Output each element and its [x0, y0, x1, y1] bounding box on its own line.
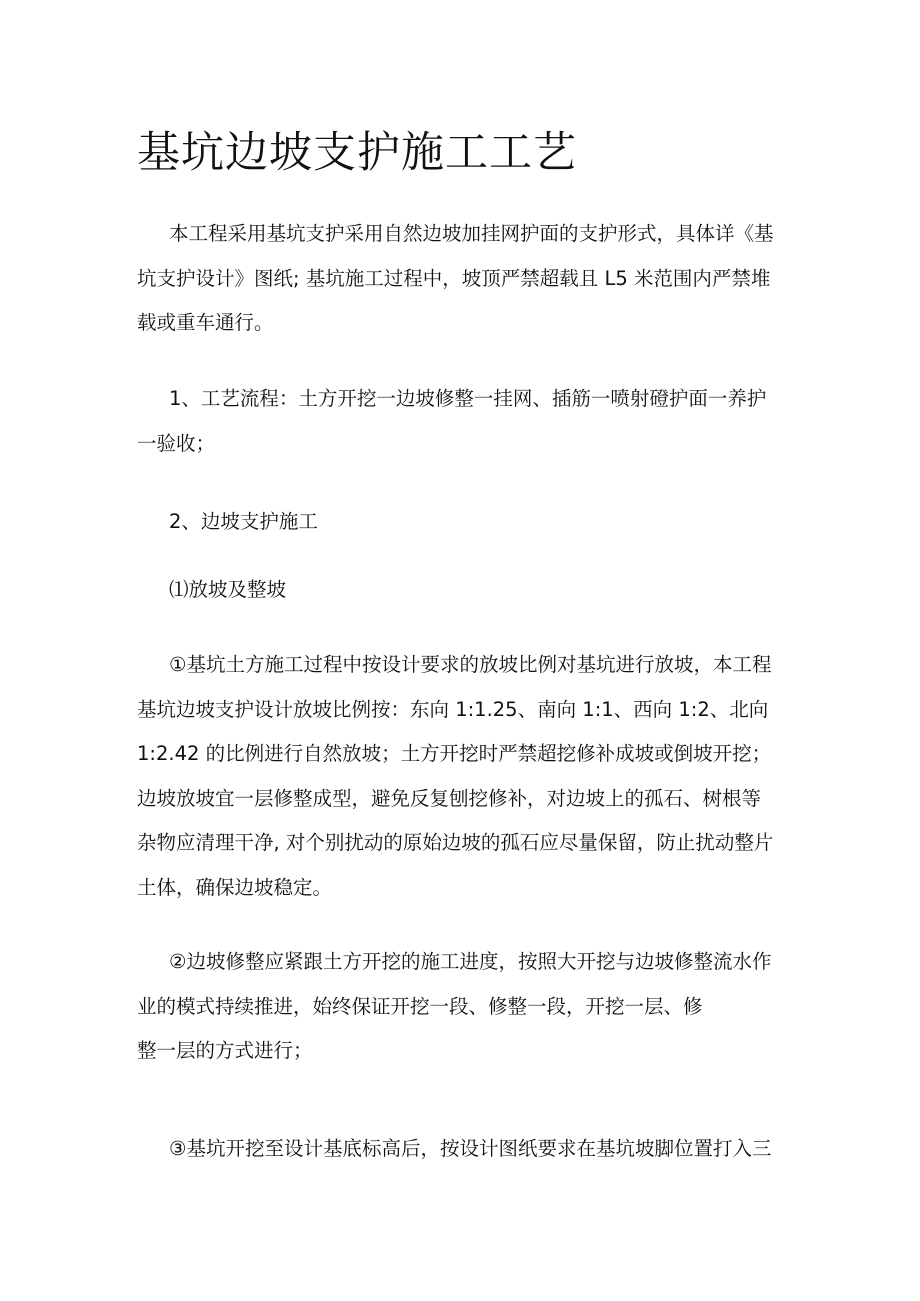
text-line: 一验收； — [137, 431, 216, 455]
paragraph-item-2 — [137, 940, 787, 1074]
paragraph-item-3 — [137, 1127, 787, 1172]
text-line: 基坑边坡支护设计放坡比例按：东向 1:1.25、南向 1:1、西向 1:2、北向 — [137, 697, 769, 721]
text-line: ③基坑开挖至设计基底标高后，按设计图纸要求在基坑坡脚位置打入三 — [169, 1137, 772, 1160]
text-line: ⑴放坡及整坡 — [169, 578, 287, 601]
text-line: ②边坡修整应紧跟土方开挖的施工进度，按照大开挖与边坡修整流水作 — [169, 950, 772, 973]
text-line: 本工程采用基坑支护采用自然边坡加挂网护面的支护形式，具体详《基 — [169, 222, 774, 245]
paragraph-item-1 — [137, 643, 787, 911]
text-line: 1:2.42 的比例进行自然放坡；土方开挖时严禁超挖修补成坡或倒坡开挖； — [137, 742, 772, 766]
text-line: 边坡放坡宜一层修整成型，避免反复刨挖修补，对边坡上的孤石、树根等 — [137, 786, 762, 810]
text-line: 载或重车通行。 — [137, 311, 274, 335]
section-heading-slope-support — [137, 500, 787, 545]
text-line: 1、工艺流程：土方开挖一边坡修整一挂网、插筋一喷射磴护面一养护 — [169, 387, 767, 410]
text-line: 业的模式持续推进，始终保证开挖一段、修整一段，开挖一层、修 — [137, 994, 703, 1018]
text-line: ①基坑土方施工过程中按设计要求的放坡比例对基坑进行放坡，本工程 — [169, 653, 772, 676]
text-line: 坑支护设计》图纸; 基坑施工过程中，坡顶严禁超载且 L5 米范围内严禁堆 — [137, 266, 771, 290]
subsection-heading-grading — [137, 568, 787, 613]
paragraph-intro — [137, 212, 787, 346]
text-line: 土体，确保边坡稳定。 — [137, 875, 333, 899]
paragraph-process-flow — [137, 377, 787, 466]
text-line: 杂物应清理干净, 对个别扰动的原始边坡的孤石应尽量保留，防止扰动整片 — [137, 831, 774, 855]
text-line: 2、边坡支护施工 — [169, 510, 318, 533]
document-title: 基坑边坡支护施工工艺 — [137, 128, 577, 178]
text-line: 整一层的方式进行； — [137, 1039, 313, 1063]
